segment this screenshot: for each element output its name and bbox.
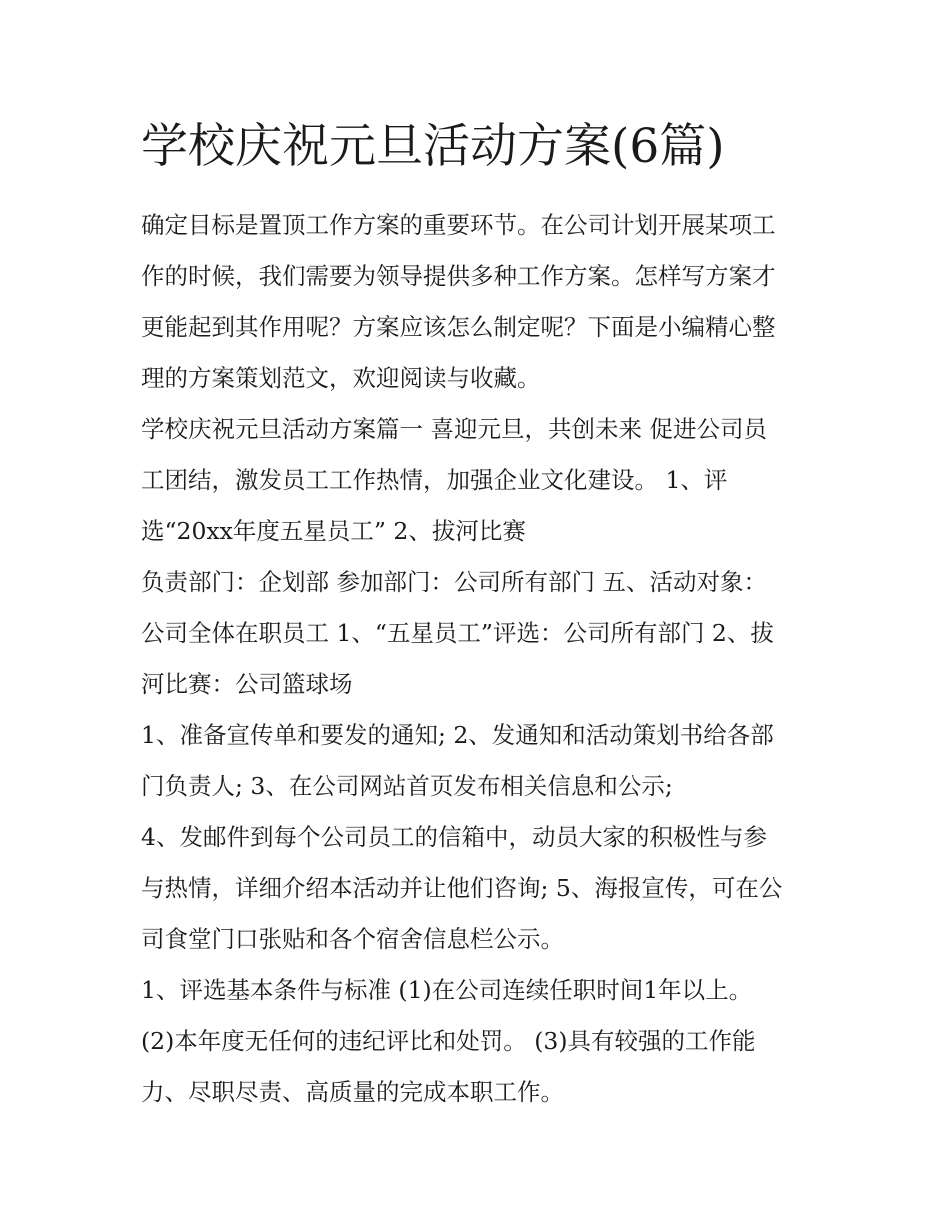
paragraph-line: 工团结，激发员工工作热情，加强企业文化建设。 1、评 <box>141 466 728 494</box>
paragraph-line: 更能起到其作用呢？方案应该怎么制定呢？下面是小编精心整 <box>141 313 776 341</box>
paragraph-line: 确定目标是置顶工作方案的重要环节。在公司计划开展某项工 <box>141 211 776 239</box>
paragraph-line: 4、发邮件到每个公司员工的信箱中，动员大家的积极性与参 <box>141 823 767 851</box>
paragraph-line: 司食堂门口张贴和各个宿舍信息栏公示。 <box>141 925 564 953</box>
paragraph-line: (2)本年度无任何的违纪评比和处罚。 (3)具有较强的工作能 <box>141 1027 756 1055</box>
paragraph-line: 力、尽职尽责、高质量的完成本职工作。 <box>141 1078 564 1106</box>
paragraph-publicity <box>141 812 821 965</box>
paragraph-intro <box>141 200 821 404</box>
paragraph-line: 公司全体在职员工 1、“五星员工”评选：公司所有部门 2、拔 <box>141 619 774 647</box>
paragraph-line: 作的时候，我们需要为领导提供多种工作方案。怎样写方案才 <box>141 262 776 290</box>
document-title: 学校庆祝元旦活动方案(6篇) <box>141 119 725 174</box>
paragraph-line: 理的方案策划范文，欢迎阅读与收藏。 <box>141 364 541 392</box>
paragraph-line: 1、准备宣传单和要发的通知; 2、发通知和活动策划书给各部 <box>141 721 774 749</box>
paragraph-plan-one <box>141 404 821 557</box>
paragraph-line: 选“20xx年度五星员工” 2、拔河比赛 <box>141 517 526 545</box>
document-body <box>141 112 821 1118</box>
paragraph-line: 负责部门：企划部 参加部门：公司所有部门 五、活动对象： <box>141 568 767 596</box>
paragraph-line: 1、评选基本条件与标准 (1)在公司连续任职时间1年以上。 <box>141 976 753 1004</box>
paragraph-line: 河比赛：公司篮球场 <box>141 670 353 698</box>
paragraph-preparation <box>141 710 821 812</box>
paragraph-line: 与热情，详细介绍本活动并让他们咨询; 5、海报宣传，可在公 <box>141 874 783 902</box>
paragraph-line: 学校庆祝元旦活动方案篇一 喜迎元旦，共创未来 促进公司员 <box>141 415 767 443</box>
paragraph-criteria <box>141 965 821 1118</box>
paragraph-line: 门负责人; 3、在公司网站首页发布相关信息和公示; <box>141 772 673 800</box>
paragraph-departments <box>141 557 821 710</box>
